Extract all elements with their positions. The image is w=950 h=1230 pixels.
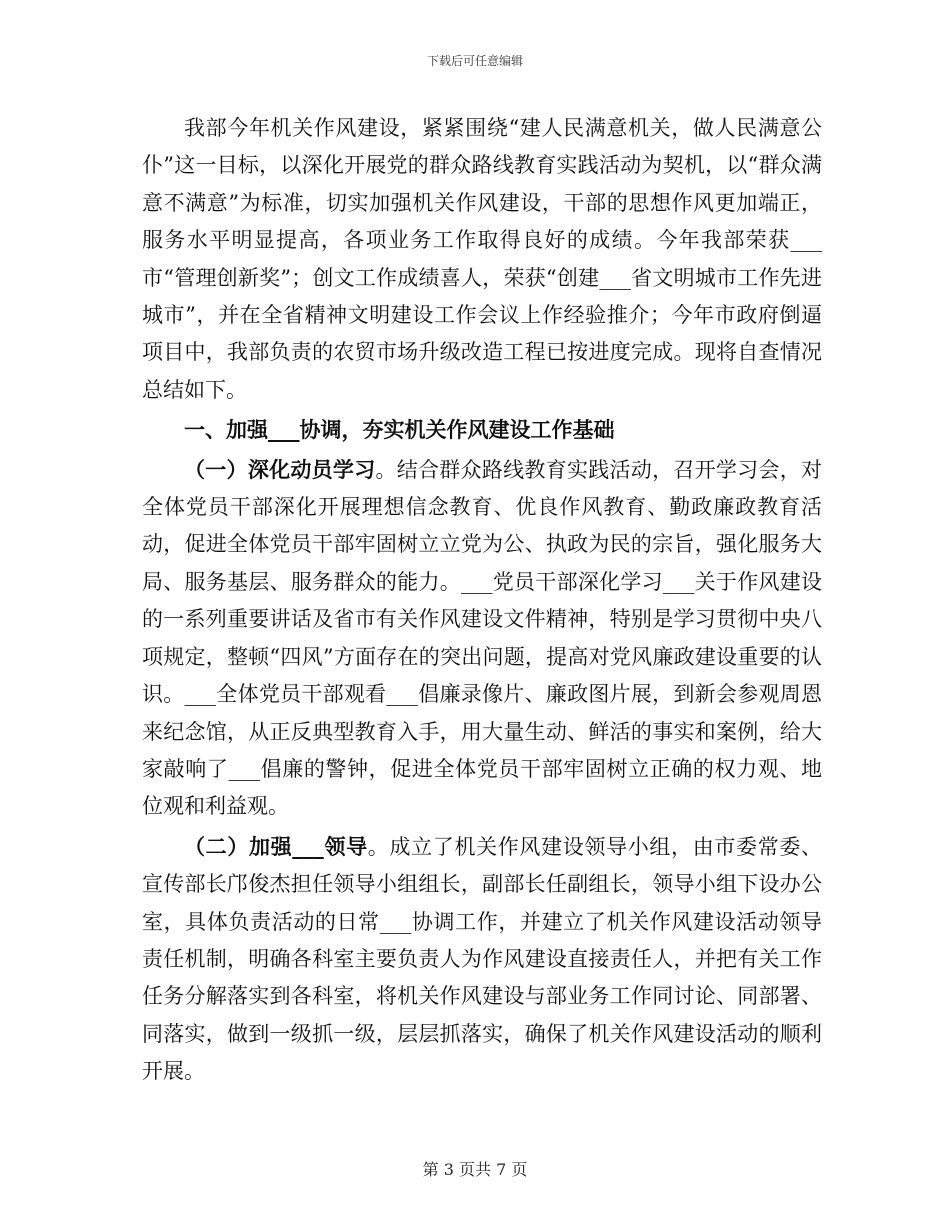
section-heading-1: 一、加强___协调，夯实机关作风建设工作基础 [184, 417, 615, 443]
page-header: 下载后可任意编辑 [426, 54, 523, 68]
subsection-2-paragraph [142, 828, 822, 1091]
subsection-1-title: （一）深化动员学习 [184, 456, 376, 482]
page-number: 第 3 页共 7 页 [422, 1160, 528, 1179]
document-body [142, 110, 822, 1091]
intro-paragraph: 我部今年机关作风建设，紧紧围绕“建人民满意机关，做人民满意公仆”这一目标，以深化开展党的群众路线教育实践活动为契机，以“群众满意不满意”为标准，切实加强机关作风建设，干部的思想作风更加端正，服务水平明显提高，各项业务工作取得良好的成绩。今年我部荣获___市“管理创新奖”；创文工作成绩喜人，荣获“创建___省文明城市工作先进城市”，并在全省精神文明建设工作会议上作经验推介；今年市政府倒逼项目中，我部负责的农贸市场升级改造工程已按进度完成。现将自查情况总结如下。 [142, 116, 822, 402]
subsection-1-text: 。结合群众路线教育实践活动，召开学习会，对全体党员干部深化开展理想信念教育、优良作风教育、勤政廉政教育活动，促进全体党员干部牢固树立立党为公、执政为民的宗旨，强化服务大局、服务基层、服务群众的能力。___党员干部深化学习___关于作风建设的一系列重要讲话及省市有关作风建设文件精神，特别是学习贯彻中央八项规定，整顿“四风”方面存在的突出问题，提高对党风廉政建设重要的认识。___全体党员干部观看___倡廉录像片、廉政图片展，到新会参观周恩来纪念馆，从正反典型教育入手，用大量生动、鲜活的事实和案例，给大家敲响了___倡廉的警钟，促进全体党员干部牢固树立正确的权力观、地位观和利益观。 [142, 457, 822, 819]
subsection-1-paragraph [142, 451, 822, 826]
subsection-2-text: 。成立了机关作风建设领导小组，由市委常委、宣传部长邝俊杰担任领导小组组长，副部长任副组长，领导小组下设办公室，具体负责活动的日常___协调工作，并建立了机关作风建设活动领导责任机制，明确各科室主要负责人为作风建设直接责任人，并把有关工作任务分解落实到各科室，将机关作风建设与部业务工作同讨论、同部署、同落实，做到一级抓一级，层层抓落实，确保了机关作风建设活动的顺利开展。 [142, 834, 823, 1084]
subsection-2-title: （二）加强___领导 [184, 833, 368, 859]
